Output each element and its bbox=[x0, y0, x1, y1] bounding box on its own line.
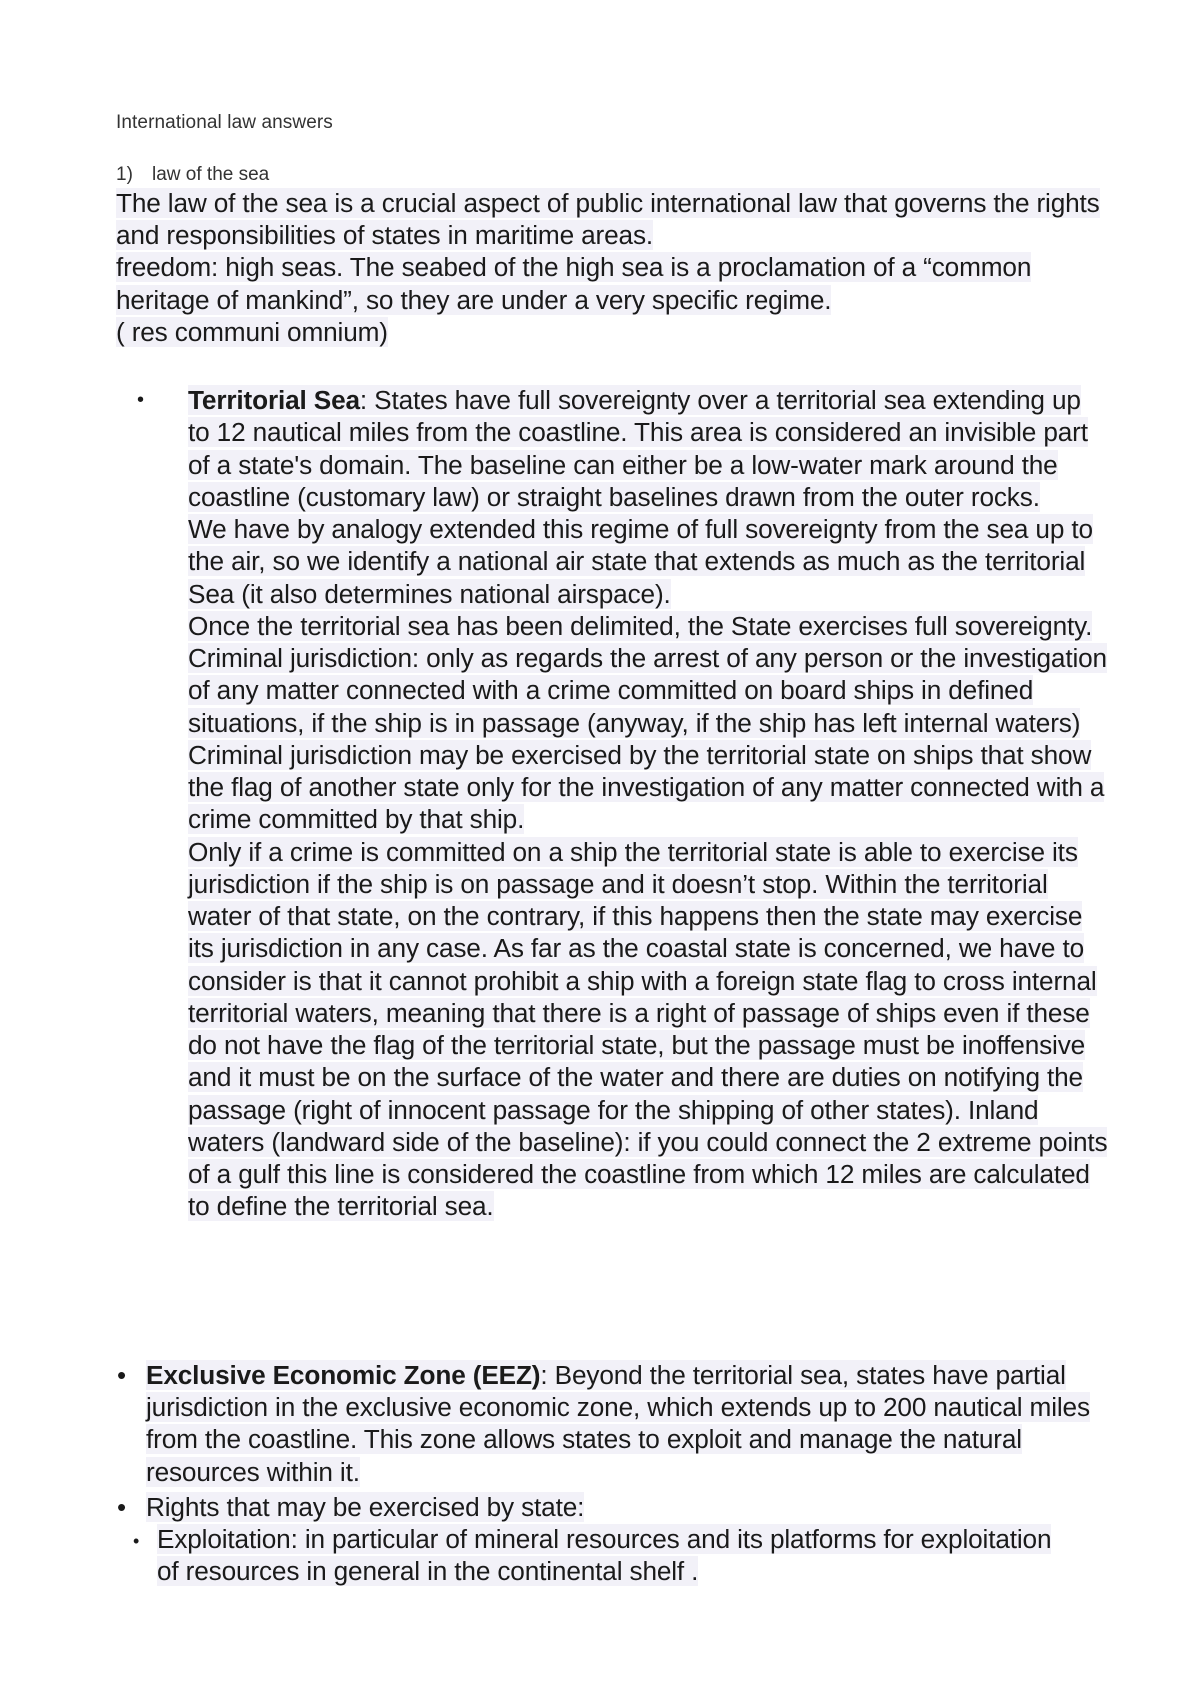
intro-block bbox=[116, 187, 1126, 348]
eez-term: Exclusive Economic Zone (EEZ) bbox=[146, 1360, 541, 1390]
rights-item bbox=[146, 1491, 1106, 1523]
intro-paragraph: The law of the sea is a crucial aspect of public international law that governs the rights and responsibilities of states in maritime areas. bbox=[116, 188, 1100, 251]
territorial-sea-jurisdiction: Once the territorial sea has been delimited, the State exercises full sovereignty. Criminal jurisdiction: only as regards the arrest of any person or the investigation of any matter connected with a crime committed on board ships in defined situations, if the ship is in passage (anyway, if the ship has left internal waters) Criminal jurisdiction may be exercised by the territorial state on ships that show the flag of another state only for the investigation of any matter connected with a crime committed by that ship. bbox=[188, 610, 1107, 835]
section-heading bbox=[116, 164, 269, 186]
territorial-sea-bullet: • bbox=[137, 389, 145, 411]
territorial-sea-airspace: We have by analogy extended this regime of full sovereignty from the sea up to the air, so we identify a national air state that extends as much as the territorial Sea (it also determines national airspace). bbox=[188, 514, 1093, 609]
territorial-sea-passage: Only if a crime is committed on a ship the territorial state is able to exercise its jurisdiction if the ship is on passage and it doesn’t stop. Within the territorial water of that state, on the contrary, if this happens then the state may exercise its jurisdiction in any case. As far as the coastal state is concerned, we have to consider is that it cannot prohibit a ship with a foreign state flag to cross internal territorial waters, meaning that there is a right of passage of ships even if these do not have the flag of the territorial state, but the passage must be inoffensive and it must be on the surface of the water and there are duties on notifying the passage (right of innocent passage for the shipping of other states). Inland waters (landward side of the baseline): if you could connect the 2 extreme points of a gulf this line is considered the coastline from which 12 miles are calculated to define the territorial sea. bbox=[188, 836, 1108, 1222]
freedom-paragraph: freedom: high seas. The seabed of the high sea is a proclamation of a “common heritage of mankind”, so they are under a very specific regime. bbox=[116, 252, 1032, 315]
territorial-sea-text: : States have full sovereignty over a territorial sea extending up to 12 nautical miles from the coastline. This area is considered an invisible part of a state's domain. The baseline can either be a low-water mark around the coastline (customary law) or straight baselines drawn from the outer rocks. bbox=[188, 385, 1088, 512]
exploitation-bullet: • bbox=[133, 1531, 140, 1551]
rights-text: Rights that may be exercised by state: bbox=[146, 1492, 585, 1522]
section-number: 1) bbox=[116, 164, 133, 185]
res-communi-note: ( res communi omnium) bbox=[116, 316, 388, 347]
territorial-sea-item bbox=[188, 384, 1108, 1223]
eez-text: : Beyond the territorial sea, states have partial jurisdiction in the exclusive economic zone, which extends up to 200 nautical miles from the coastline. This zone allows states to exploit and manage the natural resources within it. bbox=[146, 1360, 1090, 1487]
eez-bullet: • bbox=[117, 1360, 127, 1390]
document-title: International law answers bbox=[116, 112, 333, 133]
eez-item bbox=[146, 1359, 1106, 1488]
exploitation-item bbox=[157, 1523, 1057, 1587]
rights-bullet: • bbox=[117, 1492, 127, 1522]
exploitation-text: Exploitation: in particular of mineral resources and its platforms for exploitation of resources in general in the continental shelf . bbox=[157, 1524, 1052, 1587]
section-heading-text: law of the sea bbox=[152, 164, 270, 185]
territorial-sea-term: Territorial Sea bbox=[188, 385, 360, 415]
